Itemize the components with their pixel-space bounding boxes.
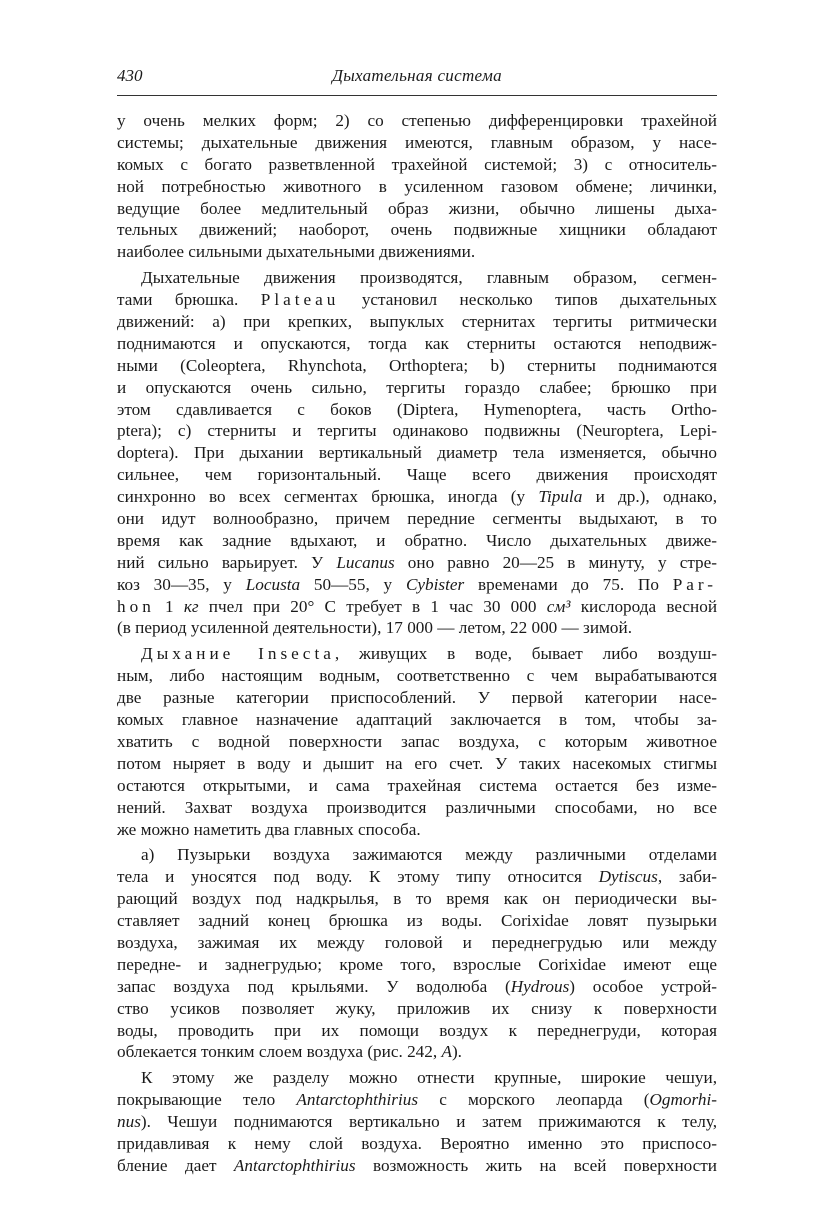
- text-line: [117, 399, 717, 421]
- text-line: [117, 154, 717, 176]
- text-line: [117, 1041, 717, 1063]
- text-run: , живущих в воде, бывает либо воздуш-: [334, 644, 717, 664]
- text-run: временами до 75. По: [464, 574, 673, 594]
- text-run: (в период усиленной деятельности), 17 000 — летом, 22 000 — зимой.: [117, 618, 632, 638]
- page-body: [117, 110, 717, 1177]
- text-line: [117, 377, 717, 399]
- text-run: поднимаются и опускаются, тогда как стерниты остаются неподвиж-: [117, 333, 717, 353]
- italic-term: кг: [183, 596, 199, 616]
- text-run: остаются открытыми, и сама трахейная система остается без изме-: [117, 775, 717, 795]
- italic-term: Ogmorhi-: [649, 1090, 717, 1110]
- spaced-name: Дыхание Insecta: [141, 644, 335, 664]
- text-run: у очень мелких форм; 2) со степенью дифференцировки трахейной: [117, 111, 717, 130]
- text-line: [117, 333, 717, 355]
- italic-term: Lucanus: [336, 552, 395, 572]
- text-line: [117, 132, 717, 154]
- text-run: рающий воздух под надкрылья, в то время как он периодически вы-: [117, 889, 717, 909]
- text-line: [117, 1089, 717, 1111]
- text-run: синхронно во всех сегментах брюшка, иногда (у: [117, 487, 539, 507]
- spaced-name: Par-: [672, 574, 718, 594]
- italic-term: Tipula: [538, 487, 583, 507]
- text-run: хватить с водной поверхности запас воздуха, с которым животное: [117, 731, 717, 751]
- text-line: [117, 866, 717, 888]
- text-line: [117, 665, 717, 687]
- italic-term: см³: [546, 596, 571, 616]
- paragraph: [117, 267, 717, 639]
- text-line: [117, 819, 717, 841]
- text-line: [117, 552, 717, 574]
- text-run: и опускаются очень сильно, тергиты гораздо слабее; брюшко при: [117, 377, 717, 397]
- text-line: [117, 687, 717, 709]
- text-line: [117, 998, 717, 1020]
- text-run: возможность жить на всей поверхности: [355, 1155, 717, 1175]
- text-line: [117, 530, 717, 552]
- page-header: [117, 66, 717, 90]
- text-run: две разные категории приспособлений. У первой категории насе-: [117, 688, 717, 708]
- text-line: [117, 797, 717, 819]
- text-run: ptera); с) стерниты и тергиты одинаково подвижны (Neuroptera, Lepi-: [117, 421, 717, 441]
- text-run: потом ныряет в воду и дышит на его счет. У таких насекомых стигмы: [117, 753, 717, 773]
- spaced-name: Plateau: [260, 290, 340, 310]
- text-line: [117, 910, 717, 932]
- text-run: бление дает: [117, 1155, 234, 1175]
- text-line: [117, 643, 717, 665]
- spaced-name: hon: [117, 596, 155, 616]
- text-line: [117, 574, 717, 596]
- text-run: тами брюшка.: [117, 290, 261, 310]
- text-line: [117, 753, 717, 775]
- running-title: Дыхательная система: [332, 66, 502, 85]
- text-line: [117, 198, 717, 220]
- italic-term: Antarctophthirius: [233, 1155, 356, 1175]
- text-run: , заби-: [657, 867, 717, 887]
- text-run: покрывающие тело: [117, 1090, 297, 1110]
- text-run: и др.), однако,: [582, 487, 717, 507]
- text-run: движений: а) при крепких, выпуклых стернитах тергиты ритмически: [117, 312, 717, 332]
- text-line: [117, 976, 717, 998]
- text-line: [117, 709, 717, 731]
- italic-term: A: [441, 1042, 452, 1062]
- text-run: с морского леопарда (: [418, 1090, 650, 1110]
- text-run: комых с богато разветвленной трахейной системой; 3) с относитель-: [117, 154, 717, 174]
- text-line: [117, 420, 717, 442]
- text-run: ) особое устрой-: [569, 976, 717, 996]
- text-run: ной потребностью животного в усиленном газовом обмене; личинки,: [117, 176, 717, 196]
- page-number: 430: [117, 66, 143, 85]
- paragraph: [117, 844, 717, 1063]
- text-line: [117, 1111, 717, 1133]
- text-run: 50—55, у: [300, 574, 406, 594]
- text-line: [117, 267, 717, 289]
- italic-term: nus: [117, 1112, 141, 1132]
- text-line: [117, 1067, 717, 1089]
- text-line: [117, 888, 717, 910]
- text-run: же можно наметить два главных способа.: [117, 819, 421, 839]
- text-run: запас воздуха под крыльями. У водолюба (: [117, 976, 511, 996]
- text-run: ). Чешуи поднимаются вертикально и затем прижимаются к телу,: [140, 1112, 717, 1132]
- text-run: Дыхательные движения производятся, главным образом, сегмен-: [141, 268, 717, 288]
- text-line: [117, 311, 717, 333]
- text-line: [117, 486, 717, 508]
- text-line: [117, 110, 717, 132]
- text-run: время как задние вдыхают, и обратно. Число дыхательных движе-: [117, 530, 717, 550]
- text-run: ство усиков позволяет жуку, приложив их снизу к поверхности: [117, 998, 717, 1018]
- text-line: [117, 775, 717, 797]
- text-line: [117, 731, 717, 753]
- text-line: [117, 464, 717, 486]
- italic-term: Antarctophthirius: [296, 1090, 419, 1110]
- text-run: придавливая к нему слой воздуха. Вероятно именно это приспосо-: [117, 1133, 717, 1153]
- text-line: [117, 617, 717, 639]
- text-line: [117, 1133, 717, 1155]
- text-line: [117, 508, 717, 530]
- paragraph: [117, 1067, 717, 1176]
- text-run: передне- и заднегрудью; кроме того, взрослые Corixidae имеют еще: [117, 954, 717, 974]
- text-run: К этому же разделу можно отнести крупные, широкие чешуи,: [141, 1068, 717, 1088]
- text-run: ными (Coleoptera, Rhynchota, Orthoptera; b) стерниты поднимаются: [117, 355, 717, 375]
- text-run: ведущие более медлительный образ жизни, обычно лишены дыха-: [117, 198, 717, 218]
- text-run: ставляет задний конец брюшка из воды. Corixidae ловят пузырьки: [117, 911, 717, 931]
- paragraph: [117, 643, 717, 840]
- text-run: системы; дыхательные движения имеются, главным образом, у насе-: [117, 132, 717, 152]
- text-run: кислорода весной: [570, 596, 718, 616]
- text-run: воды, проводить при их помощи воздух к переднегруди, которая: [117, 1020, 717, 1040]
- italic-term: Cybister: [405, 574, 465, 594]
- text-run: 1: [154, 596, 184, 616]
- text-run: облекается тонким слоем воздуха (рис. 242,: [117, 1042, 442, 1062]
- text-line: [117, 289, 717, 311]
- text-line: [117, 241, 717, 263]
- header-rule: [117, 95, 717, 96]
- text-run: ний сильно варьирует. У: [117, 552, 337, 572]
- text-line: [117, 844, 717, 866]
- text-run: этом сдавливается с боков (Diptera, Hymenoptera, часть Ortho-: [117, 399, 717, 419]
- text-run: коз 30—35, у: [117, 574, 246, 594]
- text-run: тела и уносятся под воду. К этому типу относится: [117, 867, 599, 887]
- italic-term: Locusta: [245, 574, 301, 594]
- italic-term: Hydrous: [510, 976, 570, 996]
- italic-term: Dytiscus: [598, 867, 658, 887]
- text-run: тельных движений; наоборот, очень подвижные хищники обладают: [117, 220, 717, 240]
- text-run: пчел при 20° С требует в 1 час 30 000: [198, 596, 547, 616]
- paragraph: [117, 110, 717, 263]
- text-run: комых главное назначение адаптаций заключается в том, чтобы за-: [117, 710, 717, 730]
- text-run: установил несколько типов дыхательных: [339, 290, 717, 310]
- text-run: ).: [451, 1042, 462, 1062]
- text-run: ным, либо настоящим водным, соответственно с чем вырабатываются: [117, 666, 717, 686]
- text-line: [117, 1020, 717, 1042]
- text-run: а) Пузырьки воздуха зажимаются между различными отделами: [141, 845, 717, 865]
- text-line: [117, 1155, 717, 1177]
- text-line: [117, 355, 717, 377]
- text-run: воздуха, зажимая их между головой и переднегрудью или между: [117, 932, 717, 952]
- text-run: нений. Захват воздуха производится различными способами, но все: [117, 797, 717, 817]
- text-run: doptera). При дыхании вертикальный диаметр тела изменяется, обычно: [117, 443, 717, 463]
- text-line: [117, 176, 717, 198]
- text-line: [117, 442, 717, 464]
- text-run: они идут волнообразно, причем передние сегменты выдыхают, в то: [117, 509, 717, 529]
- text-run: оно равно 20—25 в минуту, у стре-: [394, 552, 717, 572]
- text-line: [117, 954, 717, 976]
- text-line: [117, 932, 717, 954]
- text-line: [117, 219, 717, 241]
- text-run: наиболее сильными дыхательными движениями.: [117, 242, 476, 262]
- text-run: сильнее, чем горизонтальный. Чаще всего движения происходят: [117, 465, 717, 485]
- text-line: [117, 596, 717, 618]
